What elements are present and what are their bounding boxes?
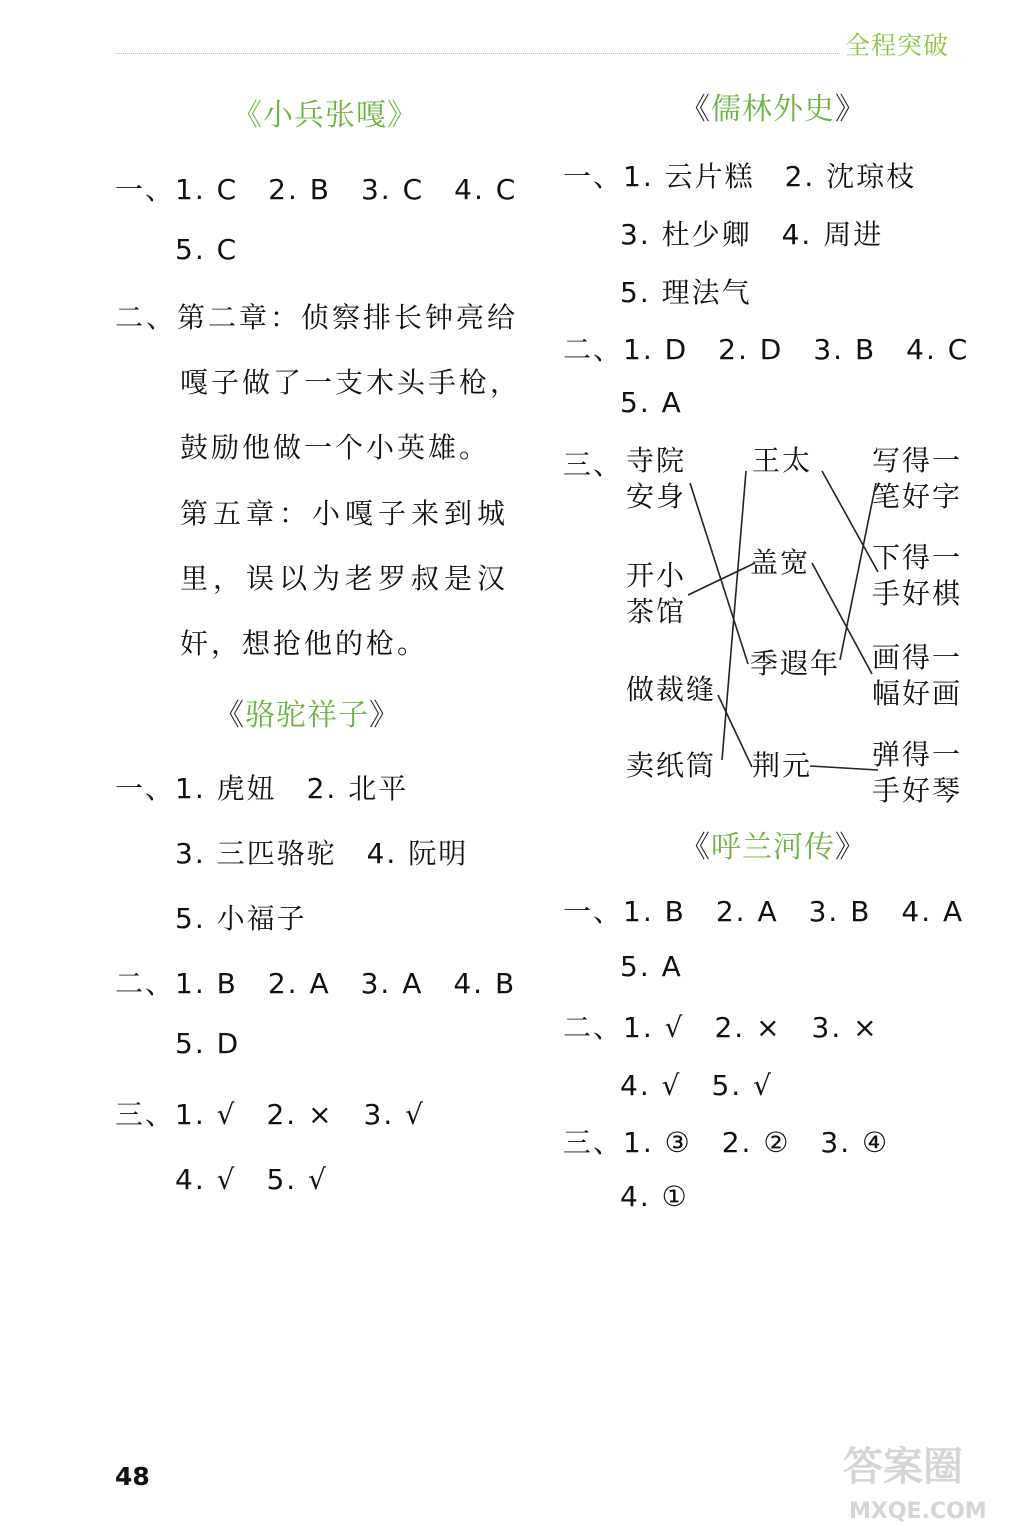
answer-line: 鼓励他做一个小英雄。 <box>180 431 491 464</box>
answer-line: 4. √ 5. √ <box>175 1163 328 1196</box>
answer-line: 三、1. √ 2. × 3. √ <box>115 1098 425 1131</box>
answer-line: 5. 小福子 <box>175 902 307 935</box>
match-left-item: 卖纸筒 <box>626 749 717 782</box>
match-line <box>722 471 746 760</box>
svg-text:答案圈: 答案圈 <box>843 1444 963 1490</box>
match-left-item: 寺院 <box>626 444 687 477</box>
question-label: 三、 <box>563 448 624 481</box>
match-line <box>688 563 755 595</box>
answer-line: 4. ① <box>620 1180 689 1213</box>
match-right-item: 笔好字 <box>872 480 963 513</box>
answer-line: 3. 三匹骆驼 4. 阮明 <box>175 837 469 870</box>
answer-line: 5. 理法气 <box>620 276 752 309</box>
section-title-xiaobing: 《小兵张嘎》 <box>232 98 418 133</box>
section-title-hulan: 《呼兰河传》 <box>680 830 866 865</box>
match-left-item: 安身 <box>626 480 687 513</box>
answer-line: 5. C <box>175 233 239 266</box>
page-number: 48 <box>115 1462 150 1491</box>
answer-line: 5. D <box>175 1027 241 1060</box>
answer-line: 5. A <box>620 386 683 419</box>
answer-line: 一、1. 云片糕 2. 沈琼枝 <box>563 160 917 193</box>
answer-line: 一、1. 虎妞 2. 北平 <box>115 772 409 805</box>
answer-line: 奸，想抢他的枪。 <box>180 627 429 660</box>
answer-line: 第五章：小嘎子来到城 <box>180 497 511 530</box>
match-line <box>690 483 748 664</box>
match-right-item: 弹得一 <box>872 738 963 771</box>
match-middle-item: 盖宽 <box>750 546 811 579</box>
match-right-item: 幅好画 <box>872 677 963 710</box>
match-left-item: 茶馆 <box>626 595 687 628</box>
answer-line: 二、1. √ 2. × 3. × <box>563 1011 879 1044</box>
answer-line: 5. A <box>620 950 683 983</box>
answer-line: 一、1. B 2. A 3. B 4. A <box>563 895 965 928</box>
match-right-item: 写得一 <box>872 444 963 477</box>
answer-line: 里，误以为老罗叔是汉 <box>180 562 511 595</box>
watermark-logo <box>835 1430 1010 1530</box>
svg-text:MXQE.COM: MXQE.COM <box>849 1499 987 1524</box>
match-line <box>840 483 876 660</box>
answer-line: 二、1. D 2. D 3. B 4. C <box>563 333 970 366</box>
match-line <box>822 471 878 572</box>
answer-line: 4. √ 5. √ <box>620 1069 773 1102</box>
match-line <box>812 563 872 674</box>
match-middle-item: 季遐年 <box>750 647 841 680</box>
match-left-item: 做裁缝 <box>626 673 717 706</box>
answer-line: 二、第二章：侦察排长钟亮给 <box>115 301 519 334</box>
answer-line: 嘎子做了一支木头手枪， <box>180 366 522 399</box>
match-right-item: 画得一 <box>872 641 963 674</box>
match-right-item: 下得一 <box>872 541 963 574</box>
section-title-rulin: 《儒林外史》 <box>680 92 866 127</box>
answer-line: 3. 杜少卿 4. 周进 <box>620 218 884 251</box>
match-middle-item: 王太 <box>752 444 813 477</box>
brand-title: 全程突破 <box>845 31 950 60</box>
match-right-item: 手好琴 <box>872 774 963 807</box>
match-left-item: 开小 <box>626 559 687 592</box>
answer-line: 三、1. ③ 2. ② 3. ④ <box>563 1126 890 1159</box>
section-title-luotuo: 《骆驼祥子》 <box>214 698 400 733</box>
match-line <box>810 766 878 770</box>
match-middle-item: 荆元 <box>752 749 813 782</box>
answer-line: 二、1. B 2. A 3. A 4. B <box>115 967 517 1000</box>
match-right-item: 手好棋 <box>872 577 963 610</box>
answer-line: 一、1. C 2. B 3. C 4. C <box>115 173 518 206</box>
